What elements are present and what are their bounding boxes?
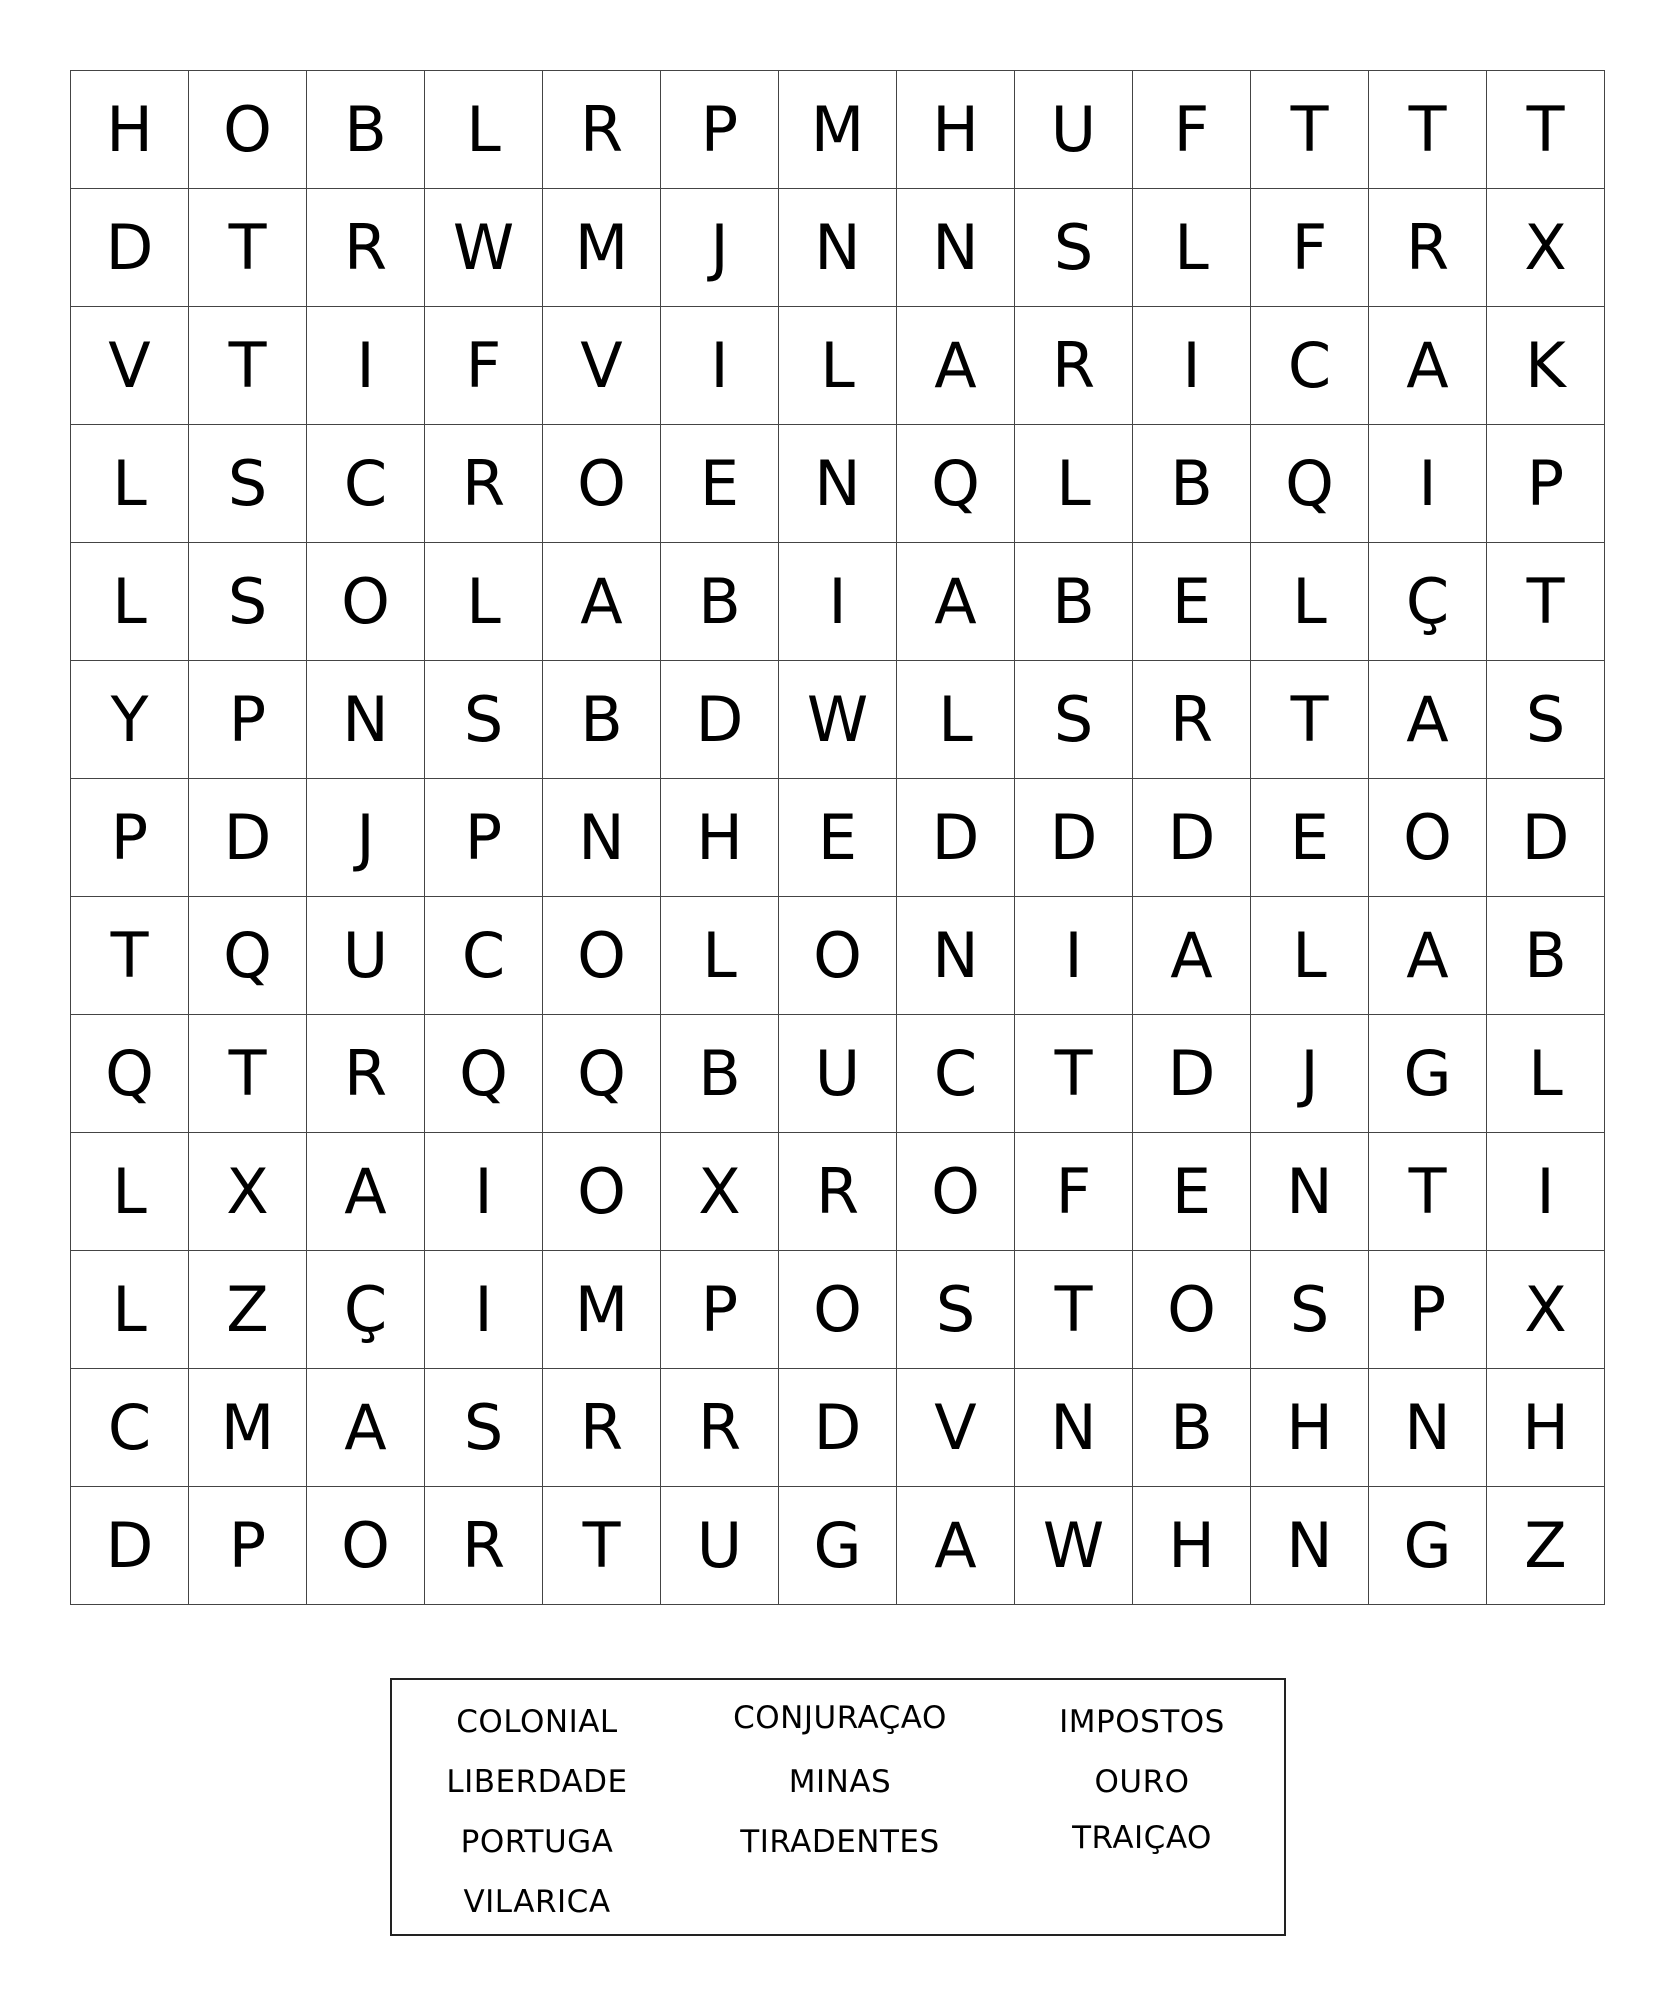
grid-cell[interactable]: E [779, 779, 897, 897]
grid-cell[interactable]: Q [71, 1015, 189, 1133]
grid-cell[interactable]: L [661, 897, 779, 1015]
grid-cell[interactable]: H [661, 779, 779, 897]
word-conjuracao: CONJURAÇAO [733, 1700, 947, 1736]
grid-cell[interactable]: G [1369, 1487, 1487, 1605]
grid-cell[interactable]: O [307, 1487, 425, 1605]
grid-cell[interactable]: O [1133, 1251, 1251, 1369]
grid-cell[interactable]: R [1015, 307, 1133, 425]
grid-cell[interactable]: P [425, 779, 543, 897]
grid-cell[interactable]: N [1015, 1369, 1133, 1487]
grid-cell[interactable]: D [1133, 1015, 1251, 1133]
grid-cell[interactable]: S [1015, 661, 1133, 779]
grid-cell[interactable]: R [307, 189, 425, 307]
grid-cell[interactable]: A [543, 543, 661, 661]
grid-cell[interactable]: O [543, 425, 661, 543]
grid-cell[interactable]: O [897, 1133, 1015, 1251]
grid-cell[interactable]: U [1015, 71, 1133, 189]
grid-cell[interactable]: T [1369, 71, 1487, 189]
grid-cell[interactable]: U [307, 897, 425, 1015]
grid-cell[interactable]: W [1015, 1487, 1133, 1605]
grid-cell[interactable]: A [1369, 897, 1487, 1015]
grid-cell[interactable]: Ç [307, 1251, 425, 1369]
grid-cell[interactable]: L [779, 307, 897, 425]
grid-cell[interactable]: I [1369, 425, 1487, 543]
grid-cell[interactable]: G [1369, 1015, 1487, 1133]
grid-cell[interactable]: Q [189, 897, 307, 1015]
grid-cell[interactable]: I [1487, 1133, 1605, 1251]
grid-cell[interactable]: L [1487, 1015, 1605, 1133]
grid-cell[interactable]: A [1133, 897, 1251, 1015]
grid-cell[interactable]: O [779, 1251, 897, 1369]
grid-cell[interactable]: S [425, 661, 543, 779]
grid-cell[interactable]: J [661, 189, 779, 307]
grid-cell[interactable]: H [897, 71, 1015, 189]
grid-cell[interactable]: P [661, 1251, 779, 1369]
grid-cell[interactable]: R [425, 425, 543, 543]
grid-cell[interactable]: I [661, 307, 779, 425]
grid-cell[interactable]: P [1487, 425, 1605, 543]
grid-cell[interactable]: B [1133, 425, 1251, 543]
word-ouro: OURO [1094, 1764, 1190, 1800]
grid-cell[interactable]: C [425, 897, 543, 1015]
grid-cell[interactable]: B [543, 661, 661, 779]
grid-cell[interactable]: V [897, 1369, 1015, 1487]
grid-cell[interactable]: L [1251, 897, 1369, 1015]
grid-cell[interactable]: L [71, 543, 189, 661]
grid-cell[interactable]: X [1487, 1251, 1605, 1369]
grid-cell[interactable]: E [661, 425, 779, 543]
grid-cell[interactable]: T [1251, 71, 1369, 189]
grid-cell[interactable]: P [71, 779, 189, 897]
grid-cell[interactable]: L [425, 543, 543, 661]
grid-cell[interactable]: S [1487, 661, 1605, 779]
grid-cell[interactable]: S [189, 425, 307, 543]
grid-cell[interactable]: R [1369, 189, 1487, 307]
grid-cell[interactable]: Z [1487, 1487, 1605, 1605]
grid-cell[interactable]: N [897, 897, 1015, 1015]
grid-cell[interactable]: L [71, 425, 189, 543]
grid-cell[interactable]: Y [71, 661, 189, 779]
grid-cell[interactable]: N [1251, 1487, 1369, 1605]
grid-cell[interactable]: Q [425, 1015, 543, 1133]
grid-cell[interactable]: I [425, 1133, 543, 1251]
grid-cell[interactable]: U [779, 1015, 897, 1133]
grid-cell[interactable]: X [661, 1133, 779, 1251]
grid-cell[interactable]: F [1133, 71, 1251, 189]
grid-cell[interactable]: T [189, 307, 307, 425]
grid-cell[interactable]: D [189, 779, 307, 897]
grid-cell[interactable]: T [1251, 661, 1369, 779]
grid-cell[interactable]: Q [543, 1015, 661, 1133]
grid-cell[interactable]: S [1251, 1251, 1369, 1369]
grid-cell[interactable]: C [1251, 307, 1369, 425]
grid-cell[interactable]: P [189, 661, 307, 779]
grid-cell[interactable]: E [1133, 543, 1251, 661]
grid-cell[interactable]: B [661, 1015, 779, 1133]
grid-cell[interactable]: A [897, 543, 1015, 661]
grid-cell[interactable]: C [71, 1369, 189, 1487]
grid-cell[interactable]: V [543, 307, 661, 425]
grid-cell[interactable]: N [897, 189, 1015, 307]
word-impostos: IMPOSTOS [1059, 1704, 1225, 1740]
word-list-box [390, 1678, 1286, 1936]
grid-cell[interactable]: P [189, 1487, 307, 1605]
grid-cell[interactable]: F [425, 307, 543, 425]
grid-cell[interactable]: H [1251, 1369, 1369, 1487]
grid-cell[interactable]: L [1251, 543, 1369, 661]
grid-cell[interactable]: T [1487, 543, 1605, 661]
grid-cell[interactable]: U [661, 1487, 779, 1605]
grid-cell[interactable]: S [897, 1251, 1015, 1369]
grid-cell[interactable]: T [1369, 1133, 1487, 1251]
grid-cell[interactable]: O [779, 897, 897, 1015]
word-minas: MINAS [788, 1764, 892, 1800]
grid-cell[interactable]: I [425, 1251, 543, 1369]
grid-cell[interactable]: M [189, 1369, 307, 1487]
grid-cell[interactable]: F [1251, 189, 1369, 307]
grid-cell[interactable]: R [307, 1015, 425, 1133]
grid-cell[interactable]: Q [897, 425, 1015, 543]
word-portuga: PORTUGA [460, 1824, 614, 1860]
grid-cell[interactable]: H [71, 71, 189, 189]
grid-cell[interactable]: S [189, 543, 307, 661]
grid-cell[interactable]: M [543, 1251, 661, 1369]
grid-cell[interactable]: D [71, 189, 189, 307]
grid-cell[interactable]: R [779, 1133, 897, 1251]
grid-cell[interactable]: A [307, 1133, 425, 1251]
grid-cell[interactable]: X [189, 1133, 307, 1251]
grid-cell[interactable]: N [779, 425, 897, 543]
grid-cell[interactable]: D [897, 779, 1015, 897]
grid-cell[interactable]: O [543, 897, 661, 1015]
grid-cell[interactable]: A [897, 1487, 1015, 1605]
grid-cell[interactable]: D [71, 1487, 189, 1605]
grid-cell[interactable]: N [307, 661, 425, 779]
word-vilarica: VILARICA [463, 1884, 611, 1920]
grid-cell[interactable]: H [1133, 1487, 1251, 1605]
grid-cell[interactable]: T [189, 1015, 307, 1133]
grid-cell[interactable]: D [779, 1369, 897, 1487]
grid-cell[interactable]: E [1251, 779, 1369, 897]
grid-cell[interactable]: Ç [1369, 543, 1487, 661]
grid-cell[interactable]: D [1487, 779, 1605, 897]
grid-cell[interactable]: T [189, 189, 307, 307]
grid-cell[interactable]: P [661, 71, 779, 189]
grid-cell[interactable]: O [1369, 779, 1487, 897]
word-liberdade: LIBERDADE [446, 1764, 628, 1800]
grid-cell[interactable]: A [1369, 661, 1487, 779]
grid-cell[interactable]: T [1015, 1015, 1133, 1133]
grid-cell[interactable]: S [1015, 189, 1133, 307]
grid-cell[interactable]: J [307, 779, 425, 897]
grid-cell[interactable]: H [1487, 1369, 1605, 1487]
grid-cell[interactable]: R [425, 1487, 543, 1605]
word-traicao: TRAIÇAO [1072, 1820, 1212, 1856]
grid-cell[interactable]: M [543, 189, 661, 307]
grid-cell[interactable]: L [425, 71, 543, 189]
grid-cell[interactable]: A [897, 307, 1015, 425]
word-tiradentes: TIRADENTES [740, 1824, 940, 1860]
grid-cell[interactable]: R [543, 71, 661, 189]
grid-cell[interactable]: V [71, 307, 189, 425]
grid-cell[interactable]: B [1487, 897, 1605, 1015]
grid-cell[interactable]: Q [1251, 425, 1369, 543]
grid-cell[interactable]: B [1015, 543, 1133, 661]
grid-cell[interactable]: A [1369, 307, 1487, 425]
grid-cell[interactable]: L [897, 661, 1015, 779]
grid-cell[interactable]: D [1015, 779, 1133, 897]
grid-cell[interactable]: W [779, 661, 897, 779]
grid-cell[interactable]: O [307, 543, 425, 661]
grid-cell[interactable]: Z [189, 1251, 307, 1369]
grid-cell[interactable]: T [1487, 71, 1605, 189]
word-colonial: COLONIAL [456, 1704, 618, 1740]
grid-cell[interactable]: I [307, 307, 425, 425]
grid-cell[interactable]: B [307, 71, 425, 189]
grid-cell[interactable]: R [543, 1369, 661, 1487]
grid-cell[interactable]: O [543, 1133, 661, 1251]
grid-cell[interactable]: T [543, 1487, 661, 1605]
grid-cell[interactable]: W [425, 189, 543, 307]
grid-cell[interactable]: L [71, 1133, 189, 1251]
grid-cell[interactable]: C [897, 1015, 1015, 1133]
grid-cell[interactable]: T [71, 897, 189, 1015]
grid-cell[interactable]: C [307, 425, 425, 543]
grid-cell[interactable]: N [1369, 1369, 1487, 1487]
grid-cell[interactable]: R [661, 1369, 779, 1487]
grid-cell[interactable]: G [779, 1487, 897, 1605]
grid-cell[interactable]: M [779, 71, 897, 189]
grid-cell[interactable]: O [189, 71, 307, 189]
grid-cell[interactable]: D [661, 661, 779, 779]
grid-cell[interactable]: P [1369, 1251, 1487, 1369]
grid-cell[interactable]: D [1133, 779, 1251, 897]
grid-cell[interactable]: R [1133, 661, 1251, 779]
grid-cell[interactable]: J [1251, 1015, 1369, 1133]
grid-cell[interactable]: S [425, 1369, 543, 1487]
grid-cell[interactable]: I [1015, 897, 1133, 1015]
grid-cell[interactable]: X [1487, 189, 1605, 307]
grid-cell[interactable]: N [1251, 1133, 1369, 1251]
grid-cell[interactable]: I [1133, 307, 1251, 425]
grid-cell[interactable]: E [1133, 1133, 1251, 1251]
grid-cell[interactable]: F [1015, 1133, 1133, 1251]
grid-cell[interactable]: I [779, 543, 897, 661]
grid-cell[interactable]: L [1015, 425, 1133, 543]
grid-cell[interactable]: N [779, 189, 897, 307]
grid-cell[interactable]: B [1133, 1369, 1251, 1487]
grid-cell[interactable]: L [71, 1251, 189, 1369]
grid-cell[interactable]: B [661, 543, 779, 661]
grid-cell[interactable]: N [543, 779, 661, 897]
grid-cell[interactable]: T [1015, 1251, 1133, 1369]
grid-cell[interactable]: L [1133, 189, 1251, 307]
grid-cell[interactable]: A [307, 1369, 425, 1487]
word-search-grid [70, 70, 1605, 1605]
grid-cell[interactable]: K [1487, 307, 1605, 425]
